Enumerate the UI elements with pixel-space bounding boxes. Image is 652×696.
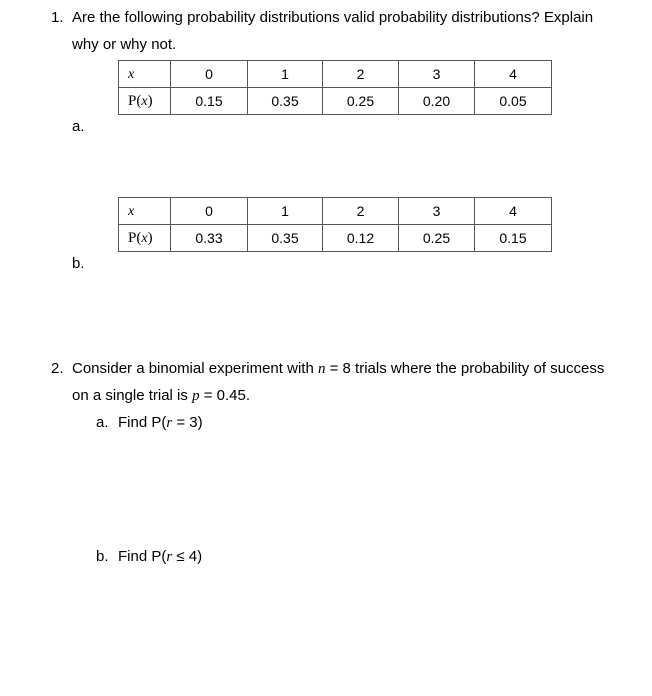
table-row-px bbox=[119, 225, 552, 252]
table-cell: 0.35 bbox=[248, 88, 323, 115]
q2-part-a-pre: Find P( bbox=[118, 414, 167, 431]
distribution-table-b bbox=[118, 197, 552, 252]
q1-number: 1. bbox=[51, 9, 64, 26]
table-row-x bbox=[119, 198, 552, 225]
table-cell: 0.25 bbox=[399, 225, 475, 252]
table-row-px bbox=[119, 88, 552, 115]
p-label-pre: P( bbox=[128, 93, 142, 109]
q2-line2-post: = 0.45. bbox=[199, 387, 251, 404]
q2-number: 2. bbox=[51, 360, 64, 377]
q2-line2-pre: on a single trial is bbox=[72, 387, 193, 404]
q1-label-a: a. bbox=[72, 118, 85, 135]
x-header-cell bbox=[119, 61, 171, 88]
table-cell: 0.35 bbox=[248, 225, 323, 252]
q2-part-b-pre: Find P( bbox=[118, 548, 167, 565]
table-cell: 4 bbox=[475, 198, 552, 225]
q1-label-b: b. bbox=[72, 255, 85, 272]
table-cell: 0.33 bbox=[171, 225, 248, 252]
q1-text-line2: why or why not. bbox=[72, 36, 177, 53]
table-cell: 4 bbox=[475, 61, 552, 88]
table-cell: 2 bbox=[323, 198, 399, 225]
table-cell: 3 bbox=[399, 198, 475, 225]
table-cell: 1 bbox=[248, 61, 323, 88]
q2-part-b-var: r bbox=[166, 549, 173, 565]
table-cell: 0 bbox=[171, 61, 248, 88]
q2-line1-post: = 8 trials where the probability of success bbox=[325, 360, 605, 377]
table-cell: 0.15 bbox=[171, 88, 248, 115]
q1-text-line1: Are the following probability distributions valid probability distributions? Explain bbox=[72, 9, 594, 26]
table-cell: 0 bbox=[171, 198, 248, 225]
table-cell: 0.20 bbox=[399, 88, 475, 115]
table-cell: 1 bbox=[248, 198, 323, 225]
p-label-pre: P( bbox=[128, 230, 142, 246]
px-header-cell bbox=[119, 225, 171, 252]
p-label-var: x bbox=[141, 231, 148, 246]
table-cell: 0.15 bbox=[475, 225, 552, 252]
q2-var-p: p bbox=[192, 388, 200, 404]
q2-part-b-label: b. bbox=[96, 548, 109, 565]
table-cell: 0.25 bbox=[323, 88, 399, 115]
q2-text-line2 bbox=[72, 387, 250, 405]
q2-text-line1 bbox=[72, 360, 604, 378]
q2-part-a-text bbox=[118, 414, 203, 432]
x-header-cell bbox=[119, 198, 171, 225]
q2-part-a-post: = 3) bbox=[172, 414, 203, 431]
px-header-cell bbox=[119, 88, 171, 115]
q2-part-b-post: ≤ 4) bbox=[172, 548, 203, 565]
table-cell: 2 bbox=[323, 61, 399, 88]
table-row-x bbox=[119, 61, 552, 88]
x-symbol: x bbox=[128, 67, 135, 82]
table-cell: 0.05 bbox=[475, 88, 552, 115]
x-symbol: x bbox=[128, 204, 135, 219]
p-label-var: x bbox=[141, 94, 148, 109]
q2-part-b-text bbox=[118, 548, 202, 566]
table-cell: 0.12 bbox=[323, 225, 399, 252]
p-label-post: ) bbox=[147, 230, 153, 246]
table-cell: 3 bbox=[399, 61, 475, 88]
p-label-post: ) bbox=[147, 93, 153, 109]
distribution-table-a bbox=[118, 60, 552, 115]
q2-part-a-var: r bbox=[166, 415, 173, 431]
q2-var-n: n bbox=[317, 361, 326, 377]
q2-part-a-label: a. bbox=[96, 414, 109, 431]
q2-line1-pre: Consider a binomial experiment with bbox=[72, 360, 318, 377]
